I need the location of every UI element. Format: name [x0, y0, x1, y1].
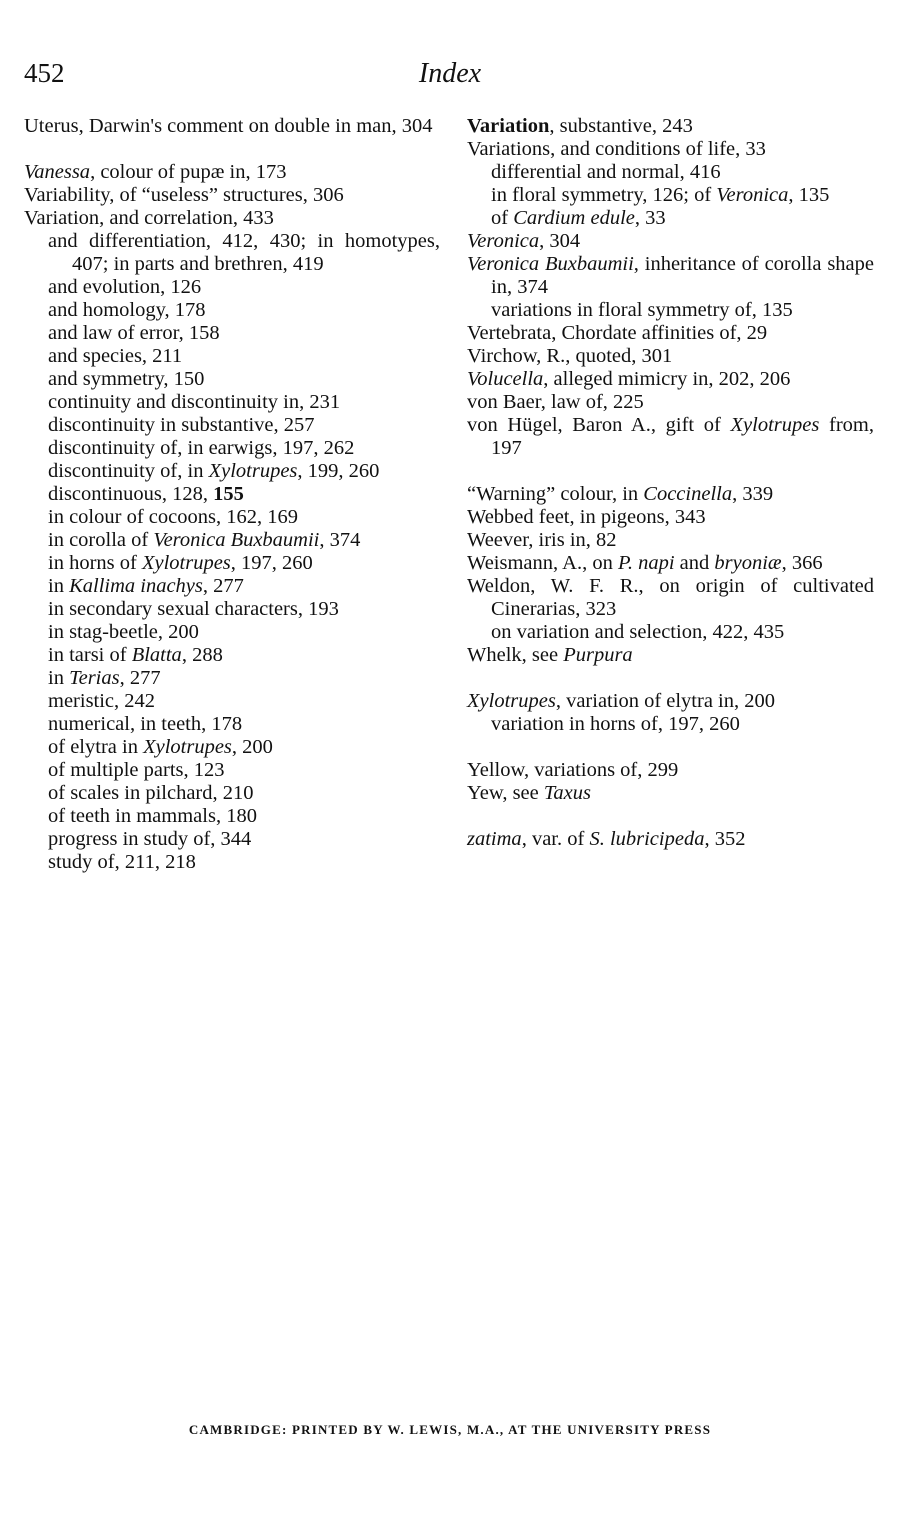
entry-text: and	[674, 552, 715, 574]
entry-text: variations in floral symmetry of, 135	[491, 299, 793, 321]
index-entry	[467, 529, 874, 552]
entry-text: Weismann, A., on	[467, 552, 618, 574]
index-subentry	[467, 207, 874, 230]
index-entry	[467, 322, 874, 345]
entry-text: “Warning” colour, in	[467, 483, 644, 505]
index-subentry	[24, 575, 440, 598]
entry-text: Weldon, W. F. R., on origin of cultivated Cinerarias, 323	[467, 575, 874, 620]
entry-text: study of, 211, 218	[48, 851, 196, 873]
entry-text: , var. of	[521, 828, 590, 850]
entry-text: discontinuous, 128,	[48, 483, 214, 505]
index-entry	[467, 368, 874, 391]
index-subentry	[24, 667, 440, 690]
index-subentry	[24, 713, 440, 736]
index-entry	[467, 138, 874, 161]
index-entry	[467, 230, 874, 253]
entry-text: , 288	[181, 644, 223, 666]
index-subentry	[467, 299, 874, 322]
entry-text: , 366	[781, 552, 823, 574]
index-entry	[467, 828, 874, 851]
entry-text: in floral symmetry, 126; of	[491, 184, 717, 206]
index-subentry	[24, 805, 440, 828]
index-subentry	[24, 276, 440, 299]
index-subentry	[24, 529, 440, 552]
entry-text: discontinuity in substantive, 257	[48, 414, 315, 436]
entry-text: in	[48, 575, 70, 597]
entry-text: and law of error, 158	[48, 322, 220, 344]
entry-text: variation in horns of, 197, 260	[491, 713, 740, 735]
index-subentry	[24, 414, 440, 437]
entry-text: numerical, in teeth, 178	[48, 713, 243, 735]
index-subentry	[24, 851, 440, 874]
index-entry	[24, 184, 440, 207]
entry-text: in corolla of	[48, 529, 154, 551]
entry-text: von Baer, law of, 225	[467, 391, 644, 413]
index-entry	[467, 575, 874, 621]
entry-text: , 200	[231, 736, 273, 758]
entry-text: Yew, see	[467, 782, 544, 804]
entry-text: S. lubricipeda	[589, 828, 705, 850]
index-entry	[467, 782, 874, 805]
index-subentry	[24, 437, 440, 460]
entry-text: Yellow, variations of, 299	[467, 759, 679, 781]
entry-gap	[467, 667, 874, 690]
entry-text: 155	[213, 483, 244, 505]
entry-text: , 199, 260	[297, 460, 380, 482]
index-subentry	[467, 161, 874, 184]
entry-text: , 304	[539, 230, 581, 252]
entry-text: Xylotrupes	[208, 460, 298, 482]
index-subentry	[24, 828, 440, 851]
entry-text: Variability, of “useless” structures, 306	[24, 184, 344, 206]
index-entry	[467, 759, 874, 782]
entry-text: Kallima inachys	[69, 575, 203, 597]
entry-text: Vanessa	[24, 161, 91, 183]
index-subentry	[24, 782, 440, 805]
entry-text: Veronica Buxbaumii	[467, 253, 634, 275]
entry-text: Veronica	[467, 230, 540, 252]
entry-text: on variation and selection, 422, 435	[491, 621, 785, 643]
entry-text: of teeth in mammals, 180	[48, 805, 257, 827]
index-subentry	[24, 391, 440, 414]
index-subentry	[24, 368, 440, 391]
index-entry	[467, 253, 874, 299]
entry-text: Purpura	[563, 644, 633, 666]
entry-text: Variation	[467, 115, 550, 137]
entry-text: , colour of pupæ in, 173	[90, 161, 287, 183]
entry-text: , substantive, 243	[549, 115, 693, 137]
entry-text: Veronica Buxbaumii	[153, 529, 320, 551]
index-entry	[467, 644, 874, 667]
entry-text: bryoniæ	[714, 552, 782, 574]
entry-text: Xylotrupes	[730, 414, 820, 436]
entry-text: Webbed feet, in pigeons, 343	[467, 506, 706, 528]
entry-text: Xylotrupes	[467, 690, 556, 712]
entry-text: Blatta	[131, 644, 182, 666]
entry-text: , 352	[704, 828, 746, 850]
entry-text: Whelk, see	[467, 644, 564, 666]
entry-text: in horns of	[48, 552, 142, 574]
entry-text: and species, 211	[48, 345, 183, 367]
index-subentry	[24, 483, 440, 506]
entry-text: in colour of cocoons, 162, 169	[48, 506, 298, 528]
index-subentry	[467, 621, 874, 644]
index-subentry	[24, 644, 440, 667]
entry-text: in tarsi of	[48, 644, 132, 666]
index-subentry	[24, 621, 440, 644]
index-entry	[467, 414, 874, 460]
entry-text: discontinuity of, in earwigs, 197, 262	[48, 437, 355, 459]
index-subentry	[24, 299, 440, 322]
entry-text: zatima	[467, 828, 522, 850]
entry-text: , 277	[119, 667, 161, 689]
entry-text: of elytra in	[48, 736, 144, 758]
entry-text: in secondary sexual characters, 193	[48, 598, 339, 620]
index-entry	[467, 483, 874, 506]
index-entry	[24, 207, 440, 230]
entry-text: P. napi	[617, 552, 675, 574]
entry-text: von Hügel, Baron A., gift of	[467, 414, 731, 436]
index-entry	[467, 345, 874, 368]
entry-text: Taxus	[543, 782, 591, 804]
index-subentry	[24, 460, 440, 483]
entry-text: meristic, 242	[48, 690, 156, 712]
entry-text: , variation of elytra in, 200	[555, 690, 776, 712]
entry-text: Veronica	[716, 184, 789, 206]
entry-text: , inheritance of corolla shape in, 374	[491, 253, 874, 298]
entry-text: Variations, and conditions of life, 33	[467, 138, 766, 160]
entry-gap	[24, 138, 440, 161]
index-subentry	[24, 690, 440, 713]
entry-text: differential and normal, 416	[491, 161, 721, 183]
index-subentry	[24, 598, 440, 621]
printer-imprint: CAMBRIDGE: PRINTED BY W. LEWIS, M.A., AT THE UNIVERSITY PRESS	[188, 1422, 712, 1437]
entry-gap	[467, 736, 874, 759]
index-subentry	[467, 184, 874, 207]
index-entry	[467, 690, 874, 713]
page-number: 452	[24, 58, 65, 88]
entry-gap	[467, 460, 874, 483]
entry-text: of scales in pilchard, 210	[48, 782, 254, 804]
index-column-right	[467, 115, 874, 851]
index-subentry	[24, 552, 440, 575]
entry-text: , 197, 260	[230, 552, 313, 574]
entry-text: discontinuity of, in	[48, 460, 209, 482]
index-column-left	[24, 115, 440, 874]
entry-text: and differentiation, 412, 430; in homotypes, 407; in parts and brethren, 419	[48, 230, 440, 275]
entry-text: Terias	[69, 667, 120, 689]
entry-text: , 135	[788, 184, 830, 206]
entry-gap	[467, 805, 874, 828]
entry-text: Uterus, Darwin's comment on double in man, 304	[24, 115, 433, 137]
index-entry	[24, 161, 440, 184]
entry-text: Coccinella	[643, 483, 733, 505]
index-entry	[24, 115, 440, 138]
index-entry	[467, 506, 874, 529]
entry-text: , 339	[732, 483, 774, 505]
index-subentry	[24, 759, 440, 782]
index-subentry	[467, 713, 874, 736]
index-entry	[467, 115, 874, 138]
index-subentry	[24, 345, 440, 368]
entry-text: continuity and discontinuity in, 231	[48, 391, 341, 413]
entry-text: Vertebrata, Chordate affinities of, 29	[467, 322, 768, 344]
entry-text: in stag-beetle, 200	[48, 621, 199, 643]
entry-text: Cardium edule	[513, 207, 635, 229]
entry-text: Variation, and correlation, 433	[24, 207, 274, 229]
entry-text: from, 197	[491, 414, 874, 459]
index-subentry	[24, 322, 440, 345]
entry-text: of	[491, 207, 514, 229]
entry-text: , 374	[319, 529, 361, 551]
entry-text: and symmetry, 150	[48, 368, 205, 390]
entry-text: , 33	[634, 207, 666, 229]
entry-text: and evolution, 126	[48, 276, 202, 298]
entry-text: Xylotrupes	[141, 552, 231, 574]
entry-text: , alleged mimicry in, 202, 206	[543, 368, 791, 390]
index-entry	[467, 391, 874, 414]
entry-text: in	[48, 667, 70, 689]
index-subentry	[24, 506, 440, 529]
entry-text: progress in study of, 344	[48, 828, 252, 850]
index-subentry	[24, 736, 440, 759]
entry-text: of multiple parts, 123	[48, 759, 225, 781]
entry-text: Volucella	[467, 368, 544, 390]
entry-text: Weever, iris in, 82	[467, 529, 617, 551]
entry-text: Xylotrupes	[143, 736, 232, 758]
entry-text: Virchow, R., quoted, 301	[467, 345, 673, 367]
running-head: Index	[418, 58, 482, 89]
entry-text: and homology, 178	[48, 299, 206, 321]
entry-text: , 277	[202, 575, 244, 597]
index-entry	[467, 552, 874, 575]
index-subentry	[24, 230, 440, 276]
